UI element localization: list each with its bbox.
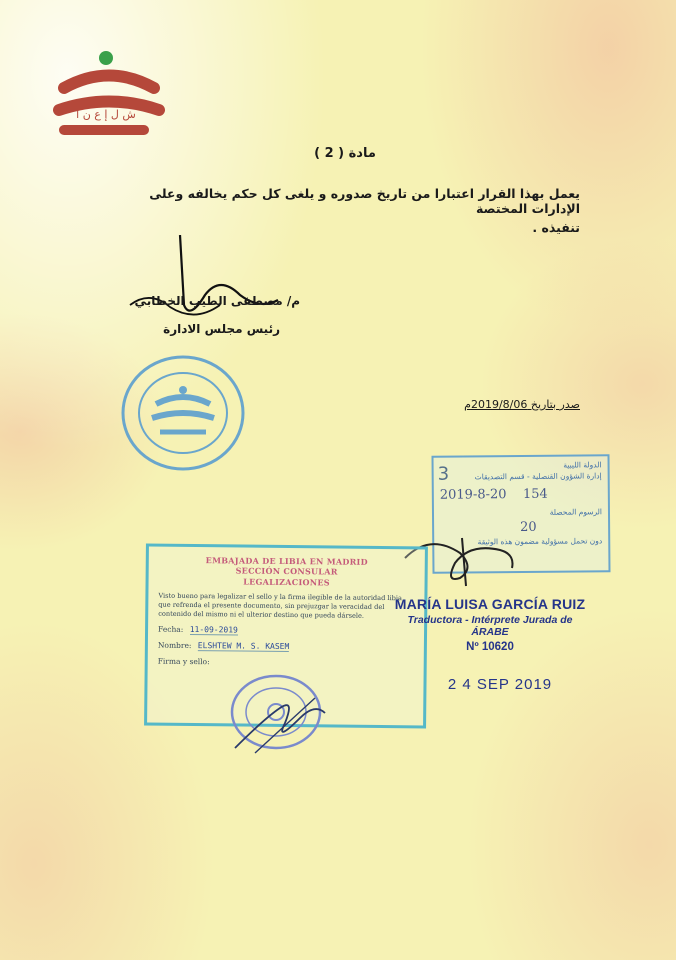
- embassy-name-value: ELSHTEW M. S. KASEM: [197, 640, 290, 651]
- article-heading: مادة ( 2 ): [314, 146, 376, 161]
- ministry-stamp-amount: 20: [520, 519, 537, 535]
- translator-stamp: [390, 596, 590, 653]
- ministry-stamp-date: 2019-8-20: [439, 487, 507, 503]
- embassy-signature-icon: [225, 688, 335, 758]
- translator-stamp-date: 2 4 SEP 2019: [447, 676, 553, 693]
- ministry-stamp-line-3: الرسوم المحصلة: [549, 507, 603, 517]
- handwritten-signature-icon: [110, 235, 280, 325]
- embassy-stamp-header-3: LEGALIZACIONES: [243, 576, 330, 588]
- translator-name: MARÍA LUISA GARCÍA RUIZ: [394, 596, 586, 612]
- issue-date: صدر بتاريخ 2019/8/06م: [464, 398, 580, 411]
- embassy-date-value: 11-09-2019: [189, 624, 238, 635]
- signer-name: م/ مصطفى الطيب الخطابي: [134, 294, 300, 308]
- embassy-sign-label: Firma y sello:: [157, 656, 210, 667]
- body-text-line-1: يعمل بهذا القرار اعتبارا من تاريخ صدوره و يلغى كل حكم يخالفه وعلى الإدارات المختصة: [149, 186, 580, 216]
- translator-number: Nº 10620: [466, 641, 514, 653]
- body-text-line-2: تنفيذه .: [532, 220, 580, 235]
- signer-title: رئيس مجلس الادارة: [163, 322, 280, 336]
- stamp-number: 3: [437, 463, 450, 485]
- company-logo-icon: [44, 48, 174, 148]
- ministry-stamp-footer: دون تحمل مسؤولية مضمون هذه الوثيقة: [477, 536, 603, 547]
- translator-role: Traductora - Intérprete Jurada de ÁRABE: [407, 614, 573, 638]
- embassy-date-label: Fecha:: [158, 624, 184, 634]
- embassy-name-label: Nombre:: [157, 640, 192, 650]
- embassy-stamp-text: Visto bueno para legalizar el sello y la firma ilegible de la autoridad libia que refrenda el presente documento, sin prejuzgar la veracidad del contenido del mismo ni el ulterior destino que pueda dársele.: [158, 591, 402, 620]
- ministry-stamp-line-2: إدارة الشؤون القنصلية - قسم التصديقات: [474, 470, 602, 481]
- ministry-stamp-line-1: الدولة الليبية: [563, 460, 602, 470]
- company-round-stamp-icon: [118, 352, 248, 474]
- logo-text: ش ل إ ع ن ا: [76, 108, 136, 121]
- embassy-stamp-header-1: EMBAJADA DE LIBIA EN MADRID: [205, 555, 368, 567]
- ministry-stamp-ref: 154: [522, 486, 548, 502]
- embassy-stamp-header-2: SECCIÓN CONSULAR: [235, 565, 338, 577]
